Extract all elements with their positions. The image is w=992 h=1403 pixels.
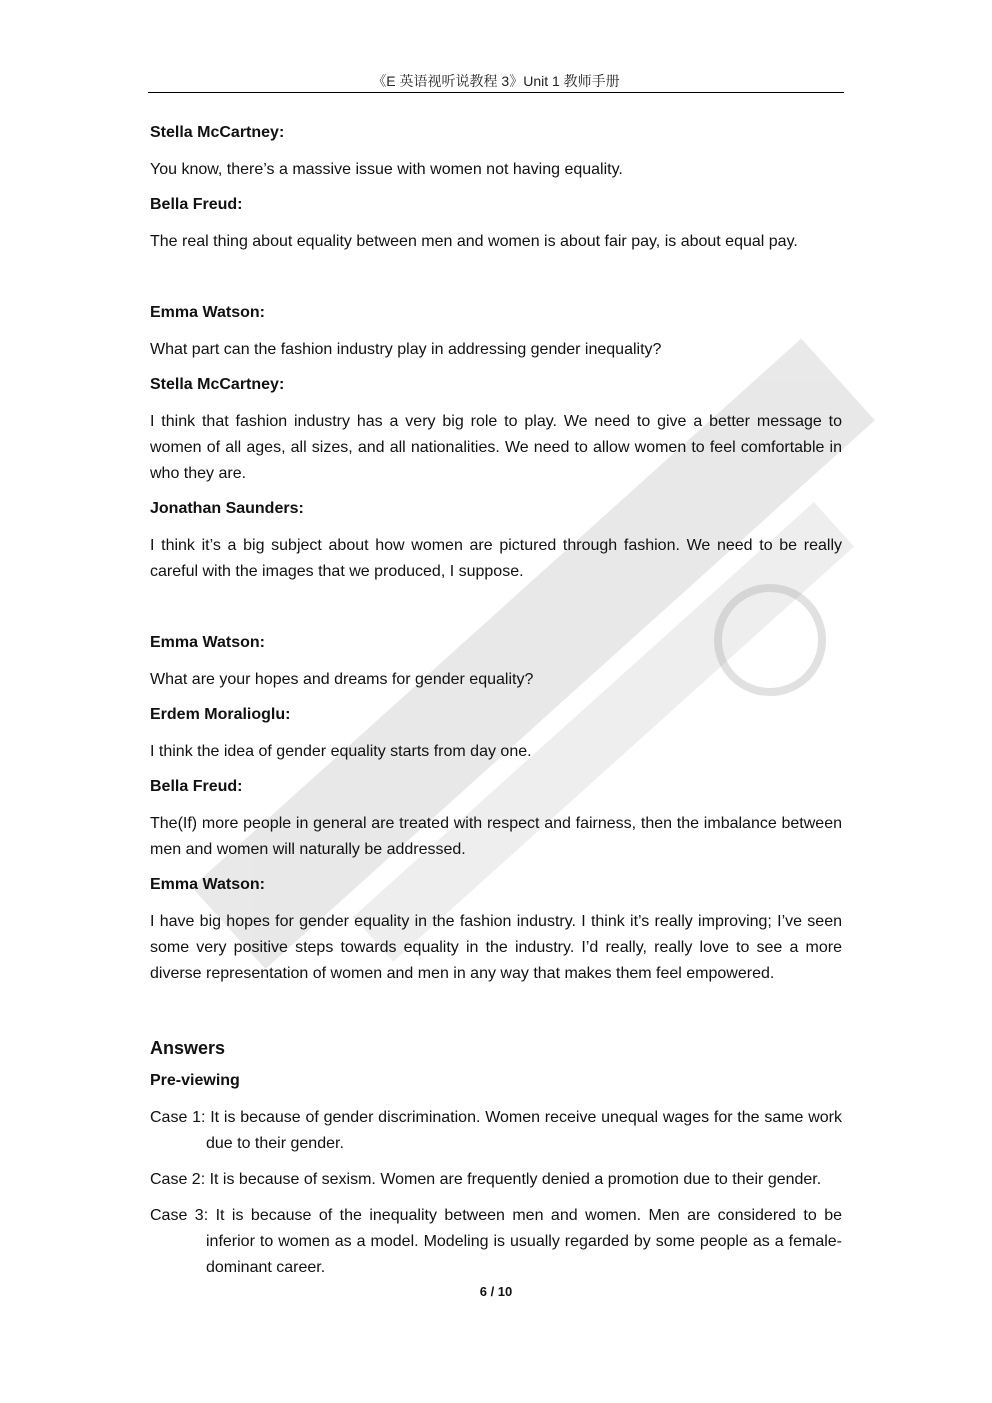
speaker-name: Stella McCartney:	[150, 376, 285, 393]
page-number: 6 / 10	[479, 1284, 513, 1299]
speaker-name: Stella McCartney:	[150, 124, 285, 141]
speaker-line: I think the idea of gender equality starts from day one.	[150, 743, 532, 760]
speaker-line: What part can the fashion industry play in addressing gender inequality?	[150, 341, 662, 358]
speaker-name: Emma Watson:	[150, 876, 265, 893]
speaker-name: Emma Watson:	[150, 304, 265, 321]
answers-heading: Answers	[150, 1038, 226, 1058]
transcript-block-1	[150, 121, 842, 255]
speaker-line: You know, there’s a massive issue with women not having equality.	[150, 161, 623, 178]
speaker-name: Emma Watson:	[150, 634, 265, 651]
speaker-name: Bella Freud:	[150, 196, 243, 213]
speaker-line: The(If) more people in general are treated with respect and fairness, then the imbalance between men and women will naturally be addressed.	[150, 815, 842, 858]
speaker-line: I think it’s a big subject about how women are pictured through fashion. We need to be really careful with the images that we produced, I suppose.	[150, 537, 842, 580]
transcript-block-2	[150, 301, 842, 585]
speaker-line: The real thing about equality between men and women is about fair pay, is about equal pay.	[150, 233, 798, 250]
speaker-name: Bella Freud:	[150, 778, 243, 795]
answer-case: Case 2: It is because of sexism. Women are frequently denied a promotion due to their gender.	[150, 1171, 822, 1188]
answer-case: Case 3: It is because of the inequality between men and women. Men are considered to be inferior to women as a model. Modeling is usually regarded by some people as a female-dominant career.	[150, 1207, 842, 1276]
page-content	[150, 121, 842, 1291]
speaker-line: What are your hopes and dreams for gender equality?	[150, 671, 534, 688]
transcript-block-3	[150, 631, 842, 987]
answer-case: Case 1: It is because of gender discrimination. Women receive unequal wages for the same work due to their gender.	[150, 1109, 842, 1152]
speaker-line: I think that fashion industry has a very big role to play. We need to give a better message to women of all ages, all sizes, and all nationalities. We need to allow women to feel comfortable in who they are.	[150, 413, 842, 482]
page-header	[148, 70, 844, 93]
pre-viewing-heading: Pre-viewing	[150, 1072, 240, 1089]
speaker-line: I have big hopes for gender equality in the fashion industry. I think it’s really improving; I’ve seen some very positive steps towards equality in the industry. I’d really, really love to see a more diverse representation of women and men in any way that makes them feel empowered.	[150, 913, 842, 982]
header-title: 《E 英语视听说教程 3》Unit 1 教师手册	[372, 73, 620, 89]
answers-section	[150, 1035, 842, 1281]
speaker-name: Erdem Moralioglu:	[150, 706, 291, 723]
speaker-name: Jonathan Saunders:	[150, 500, 304, 517]
